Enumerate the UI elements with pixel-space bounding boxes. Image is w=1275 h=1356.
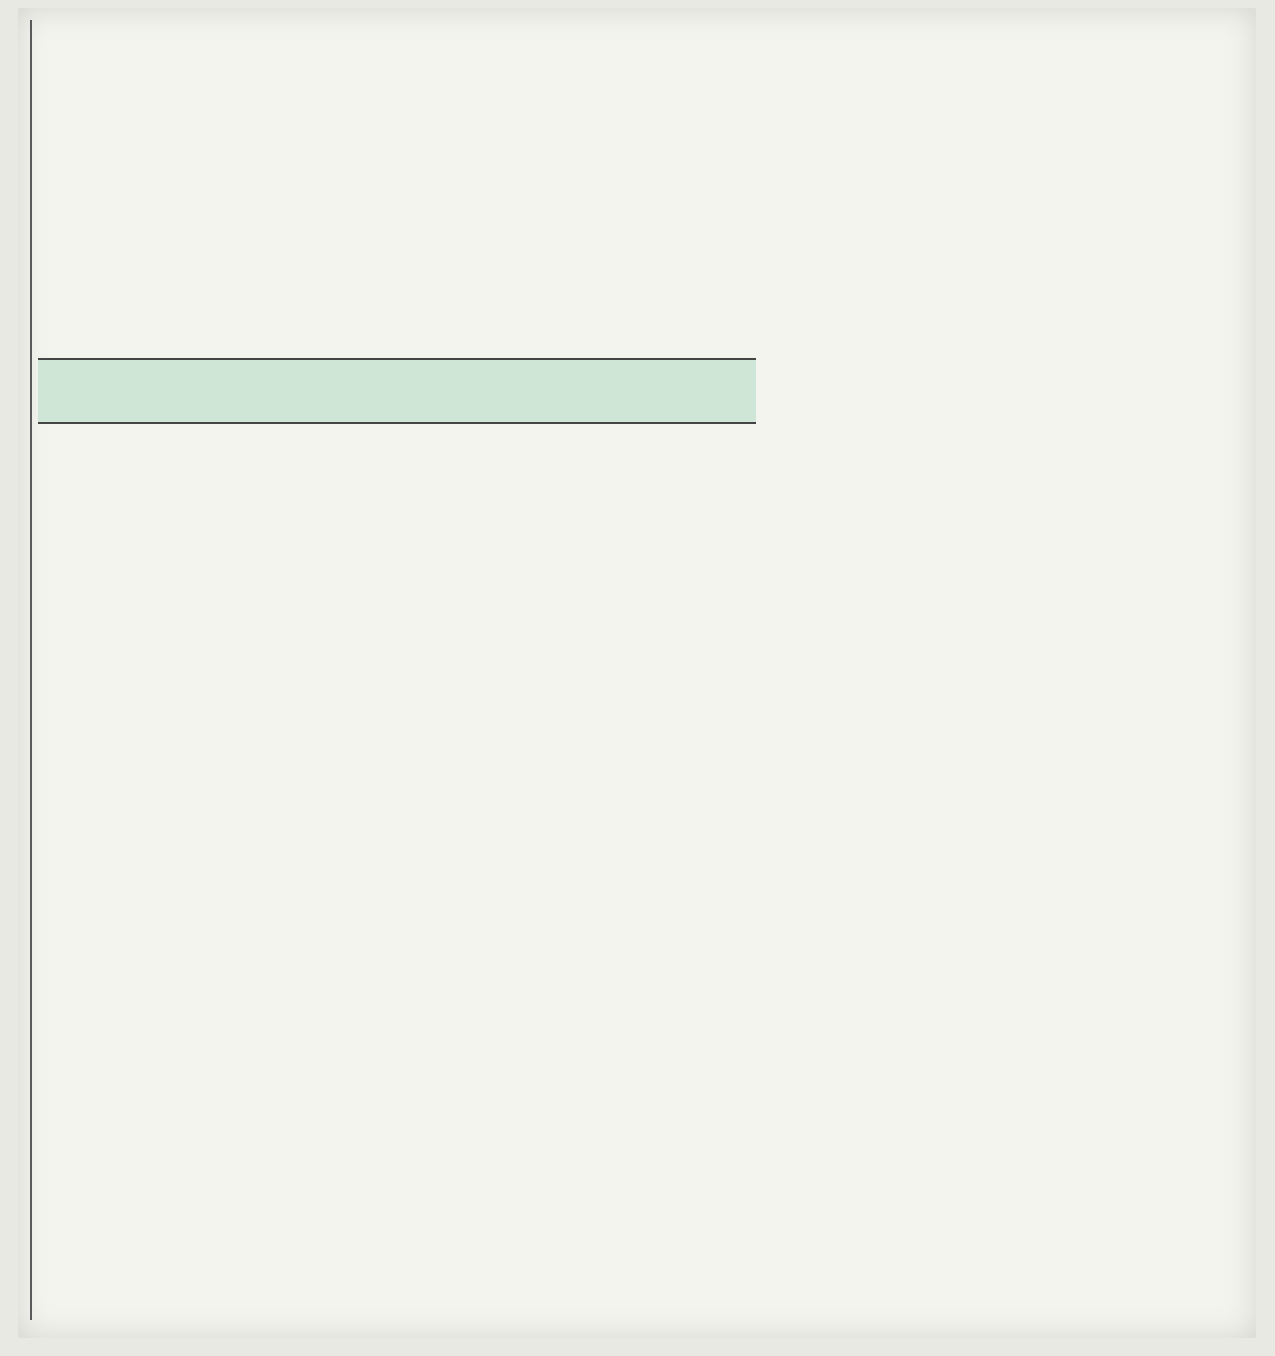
relaxation-table bbox=[38, 358, 756, 978]
article-lower bbox=[80, 1003, 1230, 1333]
article-upper-right bbox=[760, 350, 1230, 602]
table-title bbox=[38, 358, 756, 424]
lead-text bbox=[40, 18, 560, 340]
column-rule bbox=[30, 20, 32, 1320]
article-mid-right bbox=[760, 672, 1230, 967]
